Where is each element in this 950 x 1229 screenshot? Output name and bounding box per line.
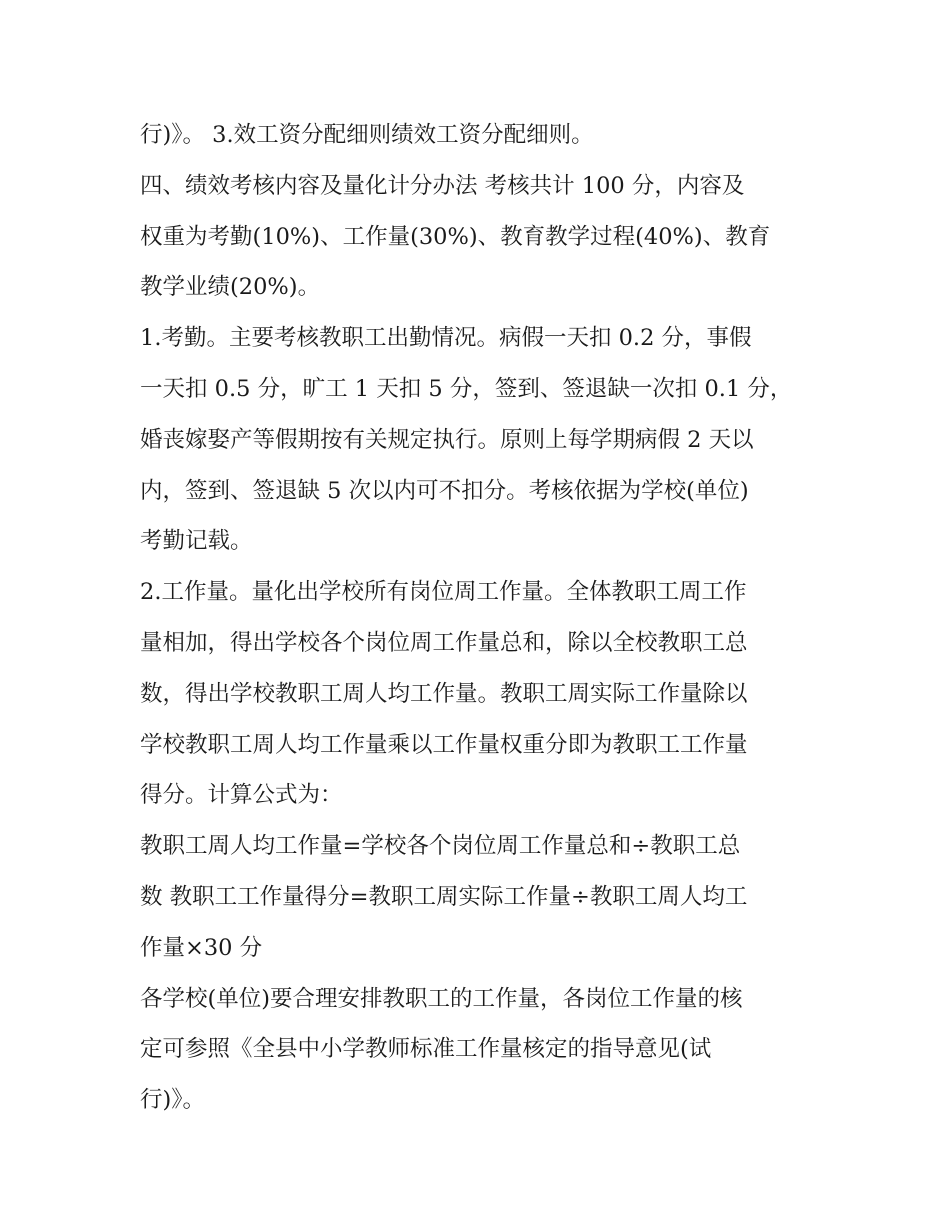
text-line-7: 婚丧嫁娶产等假期按有关规定执行。原则上每学期病假 2 天以 — [140, 426, 754, 453]
text-line-3: 权重为考勤(10%)、工作量(30%)、教育教学过程(40%)、教育 — [140, 223, 771, 250]
text-line-10: 2.工作量。量化出学校所有岗位周工作量。全体教职工周工作 — [140, 579, 747, 606]
text-line-15: 教职工周人均工作量=学校各个岗位周工作量总和÷教职工总 — [140, 833, 741, 860]
text-line-14: 得分。计算公式为： — [140, 782, 343, 809]
text-line-12: 数，得出学校教职工周人均工作量。教职工周实际工作量除以 — [140, 680, 748, 707]
text-line-4: 教学业绩(20%)。 — [140, 274, 321, 301]
text-line-16: 数 教职工工作量得分=教职工周实际工作量÷教职工周人均工 — [140, 883, 748, 910]
text-line-2: 四、绩效考核内容及量化计分办法 考核共计 100 分，内容及 — [140, 172, 745, 199]
text-line-17: 作量×30 分 — [140, 934, 263, 961]
text-line-19: 定可参照《全县中小学教师标准工作量核定的指导意见(试 — [140, 1036, 712, 1063]
text-line-8: 内，签到、签退缺 5 次以内可不扣分。考核依据为学校(单位) — [140, 477, 749, 504]
text-line-5: 1.考勤。主要考核教职工出勤情况。病假一天扣 0.2 分，事假 — [140, 325, 752, 352]
text-line-13: 学校教职工周人均工作量乘以工作量权重分即为教职工工作量 — [140, 731, 748, 758]
text-line-18: 各学校(单位)要合理安排教职工的工作量，各岗位工作量的核 — [140, 985, 743, 1012]
text-line-9: 考勤记载。 — [140, 528, 253, 555]
text-line-20: 行)》。 — [140, 1087, 206, 1114]
text-line-1: 行)》。 3.效工资分配细则绩效工资分配细则。 — [140, 122, 594, 148]
text-line-6: 一天扣 0.5 分，旷工 1 天扣 5 分，签到、签退缺一次扣 0.1 分， — [140, 375, 793, 402]
text-line-11: 量相加，得出学校各个岗位周工作量总和，除以全校教职工总 — [140, 629, 748, 656]
document-body — [140, 110, 820, 1126]
